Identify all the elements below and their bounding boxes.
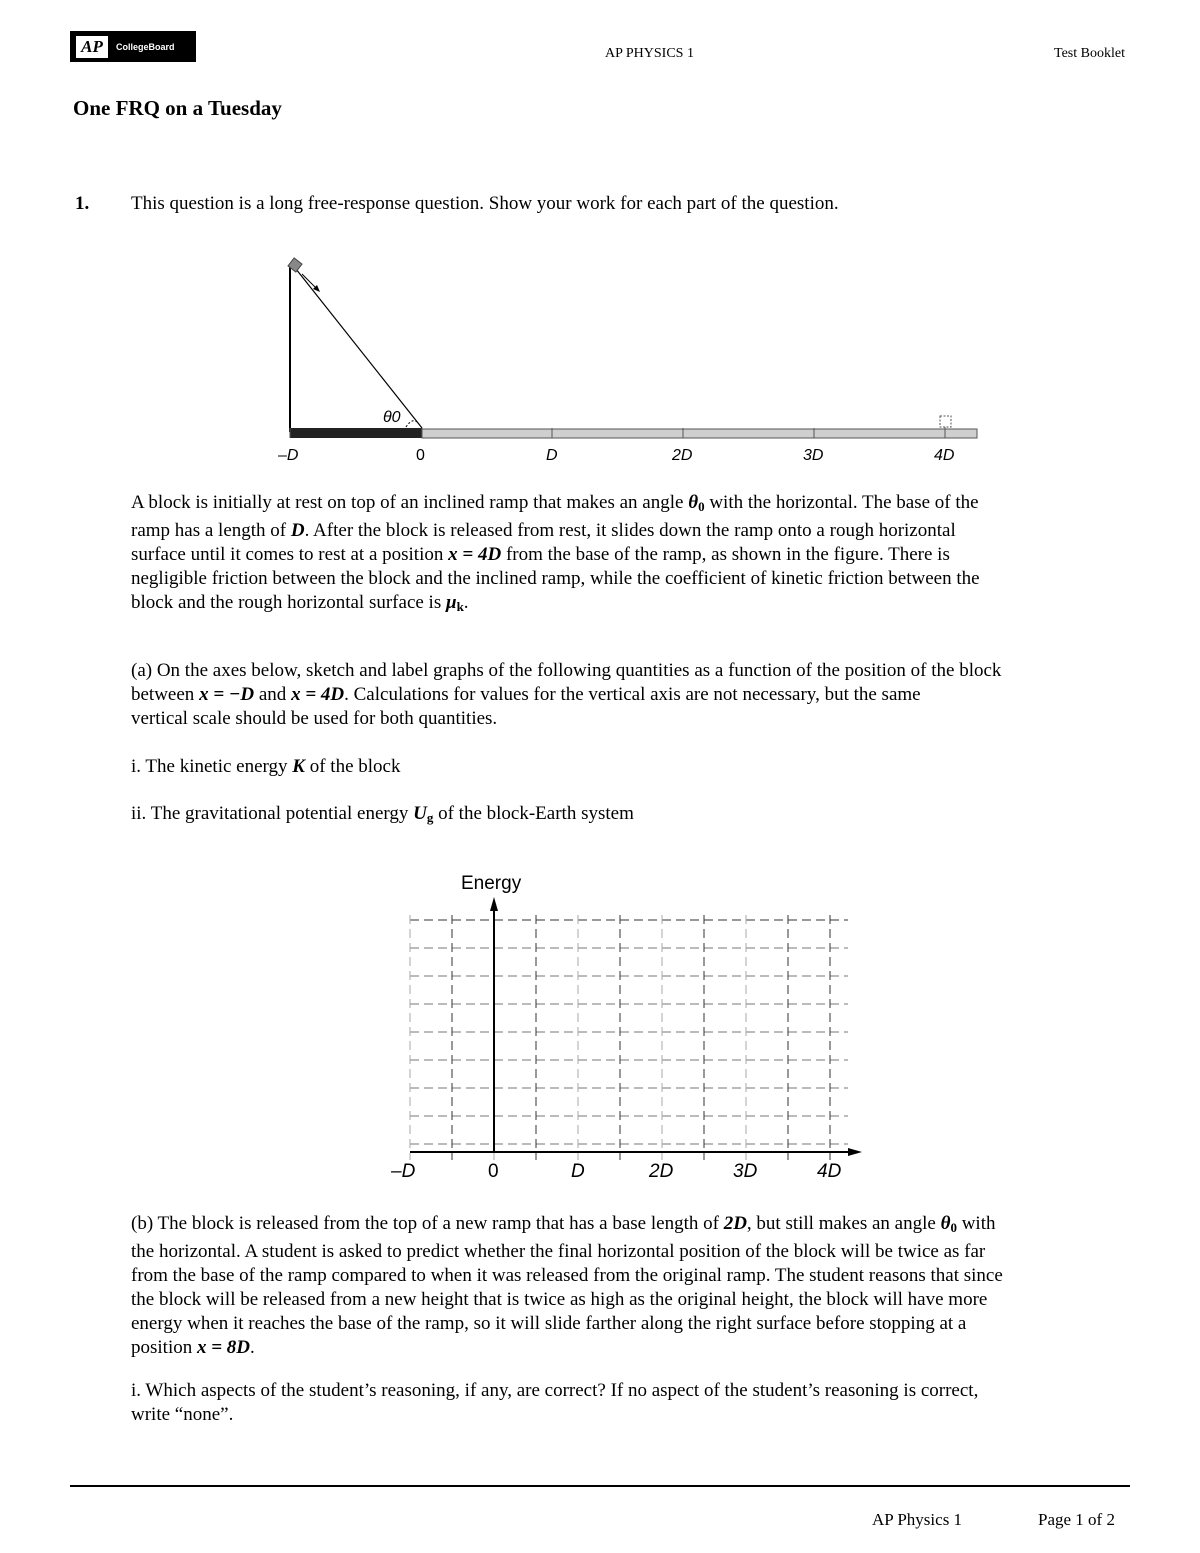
part-a-text: i. The kinetic energy [131, 756, 293, 777]
part-b-text: . [250, 1337, 255, 1358]
passage-text: from the base of the ramp, as shown in the figure. There is [501, 544, 950, 565]
math-theta-sub: 0 [698, 499, 705, 514]
math-theta: θ [688, 492, 699, 513]
ramp-tick-label: 4D [934, 447, 955, 464]
math-theta: θ [940, 1213, 951, 1234]
ramp-tick-label: 3D [803, 447, 824, 464]
math-mu: μ [445, 592, 457, 613]
part-b-line: from the base of the ramp compared to when it was released from the original ramp. The student reasons that since [131, 1265, 1003, 1286]
part-b-line: the horizontal. A student is asked to predict whether the final horizontal position of the block will be twice as far [131, 1241, 986, 1262]
part-b-text: position [131, 1337, 197, 1358]
passage-text: . After the block is released from rest, it slides down the ramp onto a rough horizontal [304, 520, 956, 541]
graph-tick-label: 2D [649, 1161, 674, 1182]
passage-text: block and the rough horizontal surface is [131, 592, 446, 613]
question-intro: This question is a long free-response question. Show your work for each part of the question. [131, 193, 839, 214]
ramp-tick-label: 0 [416, 447, 425, 464]
ap-logo-mark: AP [76, 36, 108, 58]
ramp-tick-label: –D [278, 447, 299, 464]
part-a-line: (a) On the axes below, sketch and label graphs of the following quantities as a function of the position of the block [131, 660, 1002, 681]
rough-surface [422, 429, 977, 438]
graph-tick-label: D [571, 1161, 585, 1182]
math-K: K [292, 756, 305, 777]
ap-logo [70, 31, 196, 62]
part-a-line: vertical scale should be used for both quantities. [131, 708, 498, 729]
angle-arc [406, 421, 417, 427]
passage-text: . [463, 592, 469, 613]
part-b-line: energy when it reaches the base of the ramp, so it will slide farther along the right surface before stopping at a [131, 1313, 967, 1334]
math-x-minus-D: x = −D [199, 684, 255, 705]
header-right: Test Booklet [1054, 46, 1125, 61]
math-x-8D: x = 8D [196, 1337, 251, 1358]
math-2D: 2D [723, 1213, 747, 1234]
part-a-text: between [131, 684, 200, 705]
part-b-line: the block will be released from a new height that is twice as high as the original height, the block will have more [131, 1289, 988, 1310]
math-x-4D: x = 4D [448, 544, 502, 565]
header-center: AP PHYSICS 1 [605, 46, 694, 61]
passage-text: surface until it comes to rest at a position [131, 544, 449, 565]
passage-text: A block is initially at rest on top of an inclined ramp that makes an angle [131, 492, 689, 513]
math-U: U [413, 803, 427, 824]
question-number: 1. [75, 193, 90, 214]
part-b-line: i. Which aspects of the student’s reasoning, if any, are correct? If no aspect of the student’s reasoning is correct, [131, 1380, 979, 1401]
ramp-tick-label: 2D [672, 447, 693, 464]
part-a-text: . Calculations for values for the vertical axis are not necessary, but the same [344, 684, 921, 705]
math-theta-sub: 0 [950, 1220, 957, 1235]
collegeboard-logo-text: CollegeBoard [116, 41, 175, 52]
part-b-question-i [131, 1379, 978, 1427]
footer-divider [70, 1485, 1130, 1487]
graph-tick-label: –D [391, 1161, 416, 1182]
math-D: D [290, 520, 305, 541]
graph-tick-label: 0 [488, 1161, 499, 1182]
passage-text: ramp has a length of [131, 520, 291, 541]
footer-page-number: Page 1 of 2 [1038, 1510, 1115, 1529]
part-a-text: ii. The gravitational potential energy [131, 803, 414, 824]
ramp-tick-labels [277, 447, 955, 464]
ramp-base [290, 428, 422, 438]
graph-y-axis-arrow [490, 897, 498, 911]
angle-label: θ0 [383, 409, 401, 426]
footer-left: AP Physics 1 [872, 1510, 963, 1529]
problem-passage [131, 491, 980, 619]
ramp-figure [270, 250, 990, 470]
part-a-text: and [254, 684, 292, 705]
graph-grid [410, 915, 848, 1160]
energy-graph [380, 865, 880, 1185]
math-mu-sub: k [456, 599, 464, 614]
graph-x-axis-arrow [848, 1148, 862, 1156]
page-title: One FRQ on a Tuesday [73, 96, 282, 120]
part-a-text: of the block [304, 756, 401, 777]
passage-text: negligible friction between the block and the inclined ramp, while the coefficient of kinetic friction between the [131, 568, 980, 589]
part-b-text: , but still makes an angle [746, 1213, 941, 1234]
part-b-line: write “none”. [131, 1404, 234, 1425]
passage-text: with the horizontal. The base of the [704, 492, 979, 513]
part-b [131, 1212, 1003, 1360]
part-b-text: with [956, 1213, 996, 1234]
ramp-incline [292, 264, 422, 428]
part-a-item-ii [131, 802, 634, 830]
graph-tick-label: 3D [733, 1161, 758, 1182]
part-a-text: of the block-Earth system [433, 803, 634, 824]
graph-tick-label: 4D [817, 1161, 842, 1182]
graph-tick-labels [390, 1161, 842, 1182]
part-a [131, 659, 1001, 731]
math-x-4D: x = 4D [291, 684, 345, 705]
part-a-item-i [131, 755, 400, 779]
graph-y-axis-label: Energy [461, 873, 522, 894]
math-U-sub: g [426, 810, 434, 825]
block-final-position [940, 416, 951, 427]
part-b-text: (b) The block is released from the top of a new ramp that has a base length of [131, 1213, 724, 1234]
ramp-tick-label: D [546, 447, 558, 464]
